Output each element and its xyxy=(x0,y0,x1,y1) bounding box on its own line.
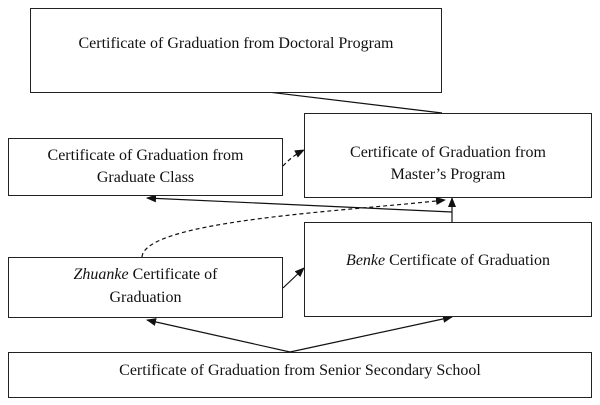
box-masters-certificate xyxy=(304,113,592,198)
zhuanke-label-rest: Certificate of xyxy=(128,266,218,283)
senior-secondary-label: Certificate of Graduation from Senior Secondary School xyxy=(119,362,481,379)
dashed-arrow-graduate-class-to-masters xyxy=(283,150,304,166)
box-senior-secondary-certificate xyxy=(8,352,592,398)
box-benke-certificate xyxy=(304,222,592,317)
arrow-senior-to-benke xyxy=(290,317,452,352)
box-doctoral-certificate xyxy=(30,8,442,93)
benke-label-rest: Certificate of Graduation xyxy=(385,252,550,269)
arrow-zhuanke-to-benke xyxy=(283,268,304,288)
zhuanke-label-line1 xyxy=(9,264,282,286)
box-zhuanke-certificate xyxy=(8,257,283,318)
doctoral-certificate-label: Certificate of Graduation from Doctoral Program xyxy=(78,35,394,52)
masters-label-line1: Certificate of Graduation from xyxy=(350,144,546,161)
benke-label xyxy=(305,250,591,272)
arrow-senior-to-zhuanke xyxy=(147,320,290,352)
graduate-class-label-line1: Certificate of Graduation from xyxy=(47,147,244,164)
arrow-masters-to-graduate-class xyxy=(147,198,452,212)
box-graduate-class-certificate xyxy=(8,138,283,196)
zhuanke-label-line2: Graduation xyxy=(109,289,182,306)
benke-term: Benke xyxy=(346,252,386,269)
zhuanke-term: Zhuanke xyxy=(73,266,129,283)
masters-label-line2: Master’s Program xyxy=(390,166,506,183)
graduate-class-label-line2: Graduate Class xyxy=(96,169,195,186)
